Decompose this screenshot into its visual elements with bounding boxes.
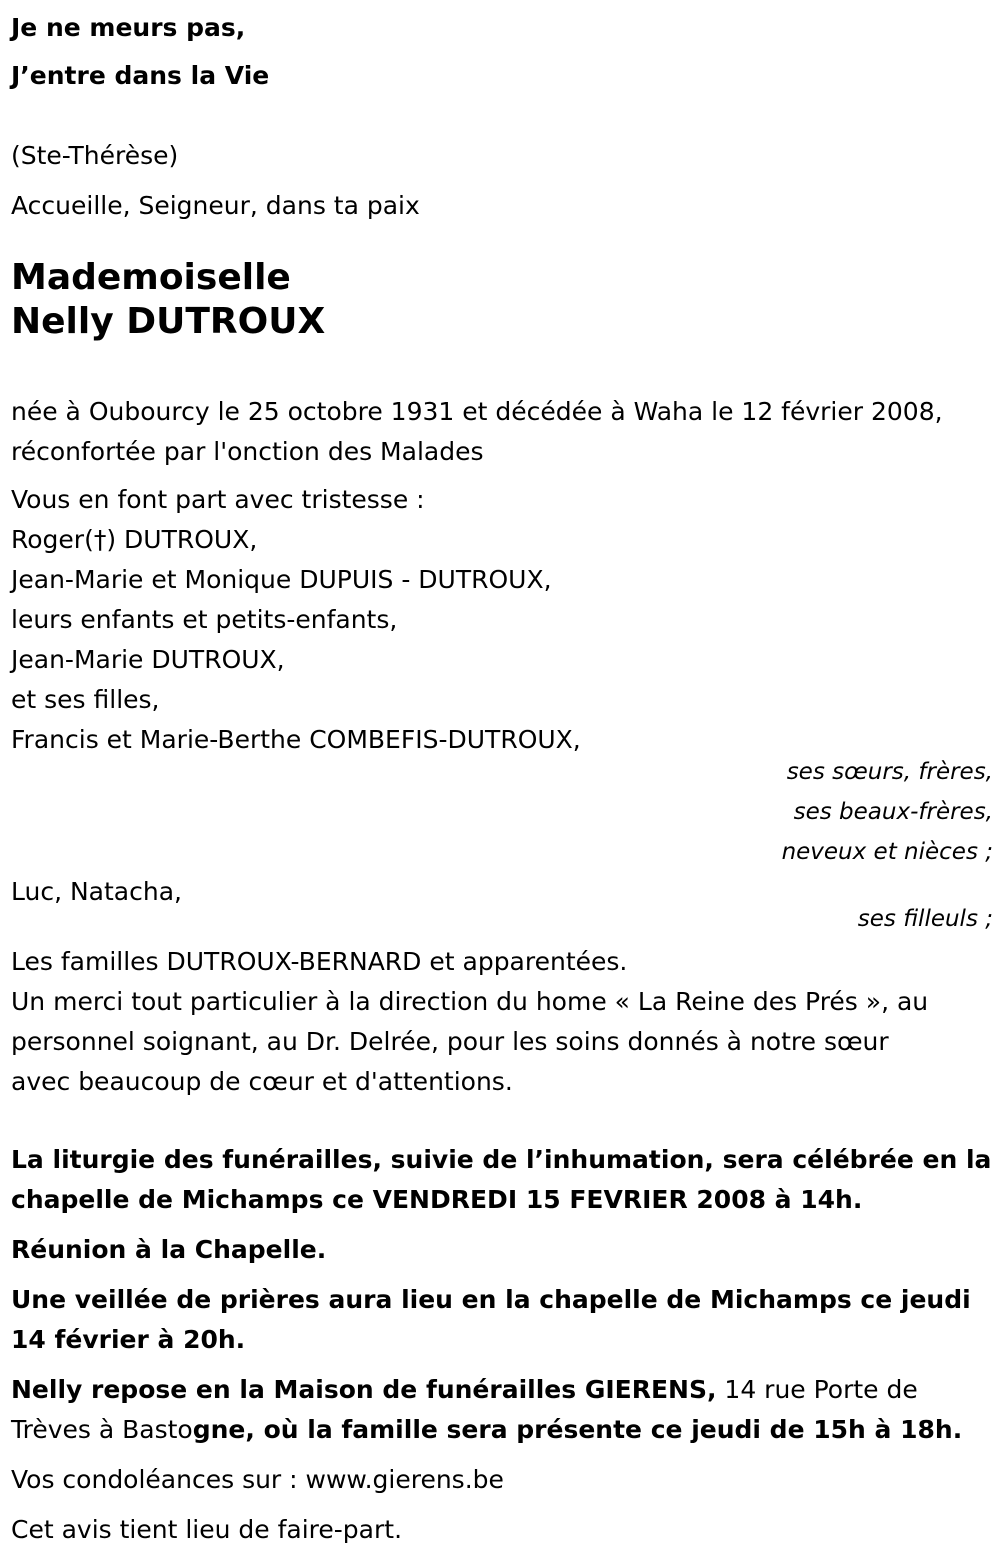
repose-address: 14 rue Porte de: [716, 1375, 918, 1404]
closing-paragraph: [11, 1510, 993, 1550]
condolences-paragraph: [11, 1460, 993, 1500]
repose-line-1: [11, 1370, 993, 1410]
funeral-line-1: La liturgie des funérailles, suivie de l’inhumation, sera célébrée en la: [11, 1145, 992, 1174]
condolences-line: Vos condoléances sur : www.gierens.be: [11, 1465, 504, 1494]
obituary-notice: [11, 6, 993, 1560]
relation-nephews: neveux et nièces ;: [781, 839, 993, 865]
quote-source: (Ste-Thérèse): [11, 141, 179, 170]
birth-death-line-1: née à Oubourcy le 25 octobre 1931 et décédée à Waha le 12 février 2008,: [11, 397, 943, 426]
family-member: Jean-Marie et Monique DUPUIS - DUTROUX,: [11, 565, 552, 594]
vigil-line-2: 14 février à 20h.: [11, 1325, 246, 1354]
relation-in-laws: ses beaux-frères,: [793, 799, 993, 825]
thanks-line-1: Un merci tout particulier à la direction du home « La Reine des Prés », au: [11, 987, 929, 1016]
vigil-line-1: Une veillée de prières aura lieu en la chapelle de Michamps ce jeudi: [11, 1285, 971, 1314]
quote-line-1: Je ne meurs pas,: [11, 13, 246, 42]
family-member: et ses filles,: [11, 685, 160, 714]
repose-city: Trèves à Basto: [11, 1415, 193, 1444]
vigil-paragraph: [11, 1280, 993, 1360]
thanks-line-3: avec beaucoup de cœur et d'attentions.: [11, 1067, 513, 1096]
deceased-name: Nelly DUTROUX: [11, 301, 326, 342]
thanks-line-2: personnel soignant, au Dr. Delrée, pour les soins donnés à notre sœur: [11, 1027, 889, 1056]
repose-bold-start: Nelly repose en la Maison de funérailles GIERENS,: [11, 1375, 717, 1404]
family-member: leurs enfants et petits-enfants,: [11, 605, 398, 634]
funeral-line-2: chapelle de Michamps ce VENDREDI 15 FEVRIER 2008 à 14h.: [11, 1185, 863, 1214]
repose-bold-end: gne, où la famille sera présente ce jeudi de 15h à 18h.: [192, 1415, 963, 1444]
meeting-paragraph: [11, 1230, 993, 1270]
repose-line-2: [11, 1410, 993, 1450]
birth-death-line-2: réconfortée par l'onction des Malades: [11, 437, 484, 466]
family-member: Jean-Marie DUTROUX,: [11, 645, 285, 674]
meeting-line: Réunion à la Chapelle.: [11, 1235, 327, 1264]
families-line: Les familles DUTROUX-BERNARD et apparentées.: [11, 947, 628, 976]
godchildren-names: Luc, Natacha,: [11, 877, 182, 906]
prayer-line: Accueille, Seigneur, dans ta paix: [11, 191, 420, 220]
relation-godchildren: ses filleuls ;: [857, 906, 993, 932]
family-intro: Vous en font part avec tristesse :: [11, 485, 425, 514]
relation-siblings: ses sœurs, frères,: [786, 759, 993, 785]
quote-line-2: J’entre dans la Vie: [11, 61, 270, 90]
family-member: Roger(†) DUTROUX,: [11, 525, 258, 554]
closing-line: Cet avis tient lieu de faire-part.: [11, 1515, 403, 1544]
repose-paragraph: [11, 1370, 993, 1450]
family-member: Francis et Marie-Berthe COMBEFIS-DUTROUX,: [11, 725, 581, 754]
deceased-title: Mademoiselle: [11, 257, 291, 298]
funeral-paragraph: [11, 1140, 993, 1220]
